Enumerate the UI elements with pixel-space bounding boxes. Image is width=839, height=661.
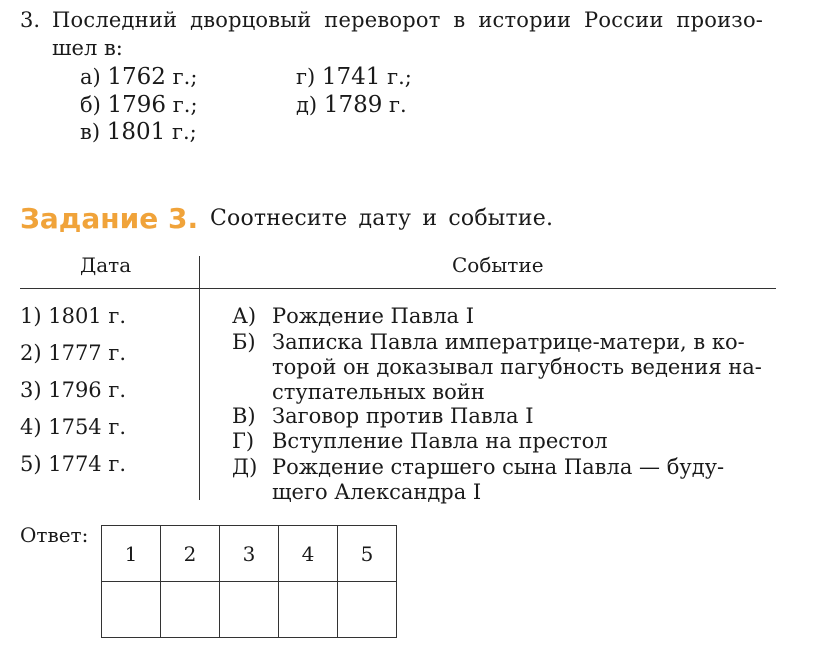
option-letter: б) [80,93,101,117]
answer-cell-1[interactable] [102,582,161,638]
option-unit: г.; [387,65,412,89]
question-text-line2: шел в: [52,36,123,60]
option-d [296,92,407,118]
option-unit: г. [389,93,407,117]
option-b [80,92,198,118]
option-letter: а) [80,65,101,89]
event-letter-v: В) [232,404,256,428]
date-item-2: 2) 1777 г. [20,341,127,365]
task-instruction: Соотнесите дату и событие. [210,206,554,231]
option-unit: г.; [172,93,198,117]
event-letter-b: Б) [232,330,256,354]
date-item-1: 1) 1801 г. [20,304,127,328]
answer-cell-4[interactable] [279,582,338,638]
option-year: 1762 [107,64,166,90]
event-text-d-line1: Рождение старшего сына Павла — буду- [272,455,725,479]
answer-label: Ответ: [20,523,89,547]
answer-table [101,525,397,638]
option-v [80,119,197,145]
option-a [80,64,197,90]
event-text-b-line3: ступательных войн [272,380,485,404]
date-item-5: 5) 1774 г. [20,452,127,476]
answer-cell-2[interactable] [161,582,220,638]
table-header-divider [20,288,776,289]
option-letter: г) [296,65,316,89]
event-text-a: Рождение Павла I [272,304,475,328]
event-text-g: Вступление Павла на престол [272,429,608,453]
event-letter-d: Д) [232,455,258,479]
answer-cell-5[interactable] [338,582,397,638]
option-year: 1789 [323,92,383,118]
event-letter-g: Г) [232,429,255,453]
answer-header-row [102,526,397,582]
date-item-3: 3) 1796 г. [20,378,127,402]
option-unit: г.; [171,120,197,144]
answer-col-1: 1 [102,526,161,582]
header-date: Дата [80,253,132,277]
event-text-v: Заговор против Павла I [272,404,534,428]
question-number: 3. [20,8,41,32]
event-text-b-line2: торой он доказывал пагубность ведения на- [272,355,762,379]
option-year: 1796 [107,92,167,118]
answer-col-4: 4 [279,526,338,582]
event-text-d-line2: щего Александра I [272,480,482,504]
header-event: Событие [452,253,544,277]
option-letter: д) [296,93,318,117]
answer-col-5: 5 [338,526,397,582]
option-year: 1741 [321,64,381,90]
option-g [296,64,412,90]
question-text-line1: Последний дворцовый переворот в истории России произо- [52,8,764,32]
event-text-b-line1: Записка Павла императрице-матери, в ко- [272,330,745,354]
answer-col-2: 2 [161,526,220,582]
answer-input-row [102,582,397,638]
option-letter: в) [80,120,101,144]
answer-col-3: 3 [220,526,279,582]
event-letter-a: А) [232,304,257,328]
answer-cell-3[interactable] [220,582,279,638]
task-title: Задание 3. [20,202,199,235]
table-column-divider [199,256,200,500]
option-year: 1801 [106,119,166,145]
date-item-4: 4) 1754 г. [20,415,127,439]
option-unit: г.; [172,65,198,89]
